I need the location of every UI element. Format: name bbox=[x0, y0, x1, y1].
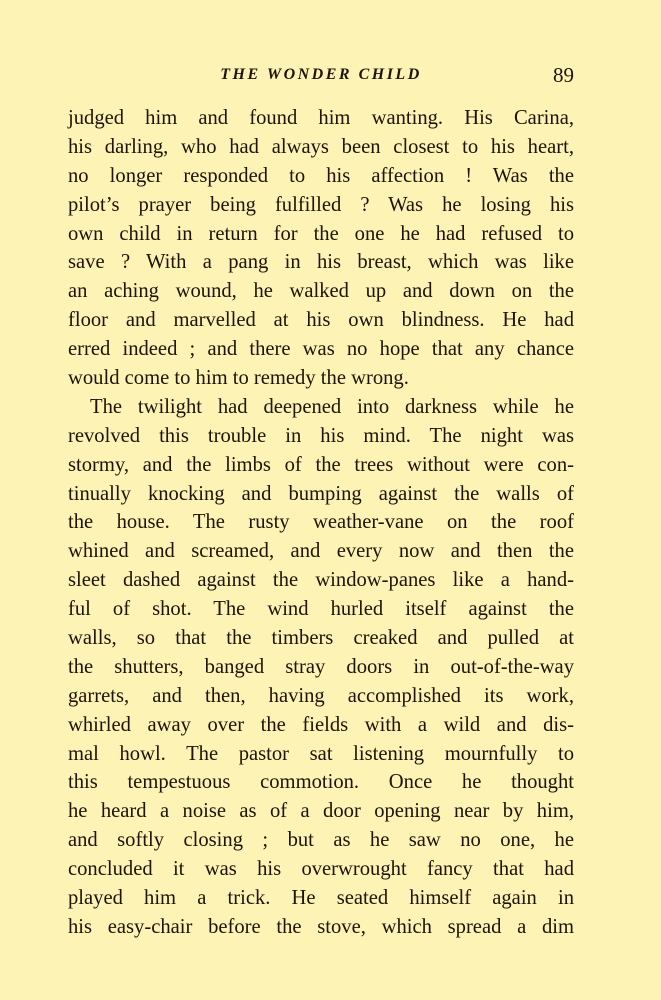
text-line: save ? With a pang in his breast, which was like bbox=[68, 251, 574, 274]
text-line: pilot’s prayer being fulfilled ? Was he losing his bbox=[68, 193, 574, 216]
text-line: ful of shot. The wind hurled itself against the bbox=[68, 598, 574, 621]
text-line: The twilight had deepened into darkness while he bbox=[90, 395, 574, 418]
text-line: concluded it was his overwrought fancy that had bbox=[68, 858, 574, 881]
text-line: erred indeed ; and there was no hope that any chance bbox=[68, 338, 574, 361]
text-line: own child in return for the one he had refused to bbox=[68, 222, 574, 245]
text-line: stormy, and the limbs of the trees without were con- bbox=[68, 453, 574, 476]
text-line: tinually knocking and bumping against the walls of bbox=[68, 482, 574, 505]
text-line: whined and screamed, and every now and then the bbox=[68, 540, 574, 563]
text-line: judged him and found him wanting. His Carina, bbox=[68, 107, 574, 129]
text-line: an aching wound, he walked up and down on the bbox=[68, 280, 574, 303]
text-line: garrets, and then, having accomplished its work, bbox=[68, 684, 574, 707]
text-line: would come to him to remedy the wrong. bbox=[68, 367, 409, 390]
running-title: THE WONDER CHILD bbox=[220, 66, 422, 83]
text-line: whirled away over the fields with a wild and dis- bbox=[68, 713, 574, 736]
text-line: his easy-chair before the stove, which spread a dim bbox=[68, 915, 574, 938]
text-line: revolved this trouble in his mind. The night was bbox=[68, 424, 574, 447]
page-number: 89 bbox=[553, 63, 574, 87]
text-line: his darling, who had always been closest to his heart, bbox=[68, 135, 574, 158]
text-line: played him a trick. He seated himself again in bbox=[68, 887, 574, 910]
text-line: he heard a noise as of a door opening near by him, bbox=[68, 800, 574, 823]
text-line: and softly closing ; but as he saw no one, he bbox=[68, 829, 574, 852]
text-line: no longer responded to his affection ! Was the bbox=[68, 164, 574, 187]
text-line: this tempestuous commotion. Once he thought bbox=[68, 771, 574, 794]
text-line: floor and marvelled at his own blindness. He had bbox=[68, 309, 574, 332]
text-line: the house. The rusty weather-vane on the roof bbox=[68, 511, 574, 534]
text-line: walls, so that the timbers creaked and pulled at bbox=[68, 627, 574, 650]
body-text bbox=[68, 104, 574, 942]
text-line: mal howl. The pastor sat listening mournfully to bbox=[68, 742, 574, 765]
text-line: the shutters, banged stray doors in out-of-the-way bbox=[68, 655, 574, 678]
running-head bbox=[68, 64, 574, 86]
text-line: sleet dashed against the window-panes like a hand- bbox=[68, 569, 574, 592]
